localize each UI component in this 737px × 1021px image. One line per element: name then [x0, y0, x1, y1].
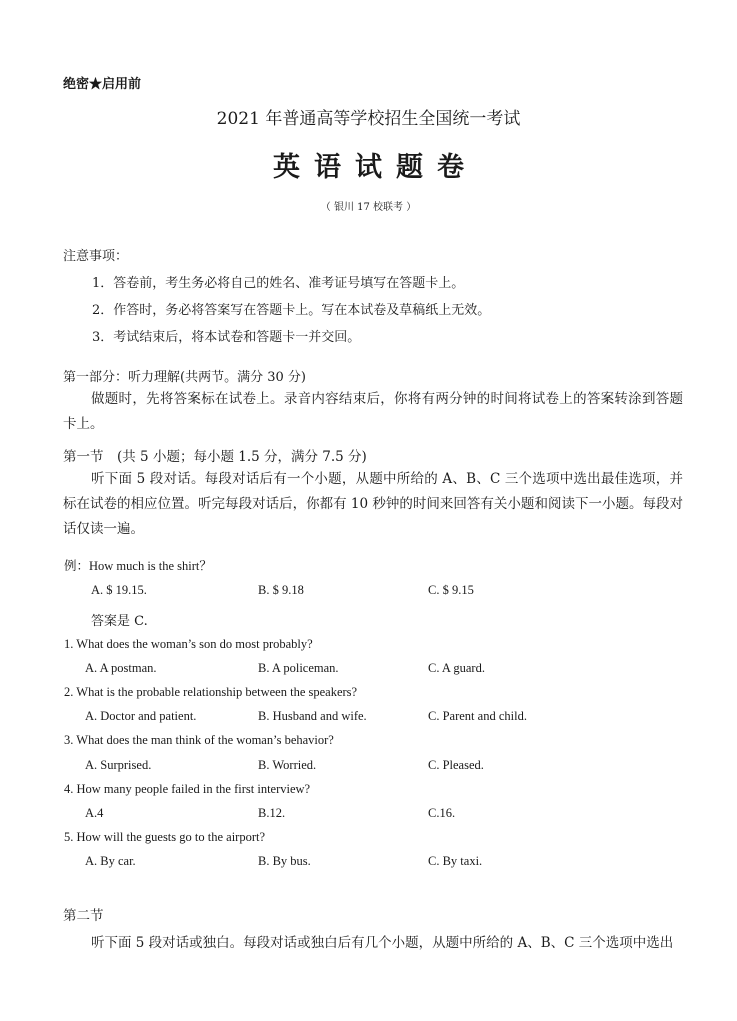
question-5-option-c: C. By taxi. [428, 854, 483, 868]
question-3-option-a: A. Surprised. [85, 758, 152, 772]
example-option-b: B. $ 9.18 [258, 583, 304, 597]
question-2: 2. What is the probable relationship between the speakers? [64, 685, 358, 699]
question-4: 4. How many people failed in the first interview? [64, 782, 311, 796]
section1-instruction: 听下面 5 段对话。每段对话后有一个小题，从题中所给的 A、B、C 三个选项中选出最佳选项，并标在试卷的相应位置。听完每段对话后，你都有 10 秒钟的时间来回答有关小题和阅读下一小题。每段对话仅读一遍。 [63, 471, 683, 537]
exam-title: 2021 年普通高等学校招生全国统一考试 [216, 109, 521, 129]
notice-item: 1．答卷前，考生务必将自己的姓名、准考证号填写在答题卡上。 [92, 276, 465, 291]
question-3-option-b: B. Worried. [258, 758, 317, 772]
question-1-option-b: B. A policeman. [258, 661, 339, 675]
subject-title [0, 145, 737, 184]
question-2-option-a: A. Doctor and patient. [85, 709, 197, 723]
part1-title: 第一部分：听力理解(共两节。满分 30 分) [63, 370, 306, 385]
example-option-a: A. $ 19.15. [91, 583, 147, 597]
question-5: 5. How will the guests go to the airport? [64, 830, 266, 844]
example-answer: 答案是 C. [91, 614, 148, 629]
example-question: 例：How much is the shirt？ [64, 559, 212, 573]
example-option-c: C. $ 9.15 [428, 583, 474, 597]
question-5-option-b: B. By bus. [258, 854, 311, 868]
section2-title: 第二节 [63, 908, 104, 924]
question-2-option-b: B. Husband and wife. [258, 709, 367, 723]
section1-title: 第一节 (共 5 小题；每小题 1.5 分，满分 7.5 分) [63, 449, 367, 465]
notice-title: 注意事项： [63, 249, 129, 264]
question-1: 1. What does the woman’s son do most probably? [64, 637, 313, 651]
question-3: 3. What does the man think of the woman’s behavior? [64, 733, 334, 747]
question-5-option-a: A. By car. [85, 854, 136, 868]
section2-instruction: 听下面 5 段对话或独白。每段对话或独白后有几个小题，从题中所给的 A、B、C 三个选项中选出 [91, 935, 674, 951]
question-1-option-c: C. A guard. [428, 661, 485, 675]
question-4-option-a: A.4 [85, 806, 104, 820]
question-3-option-c: C. Pleased. [428, 758, 484, 772]
notice-item: 2．作答时，务必将答案写在答题卡上。写在本试卷及草稿纸上无效。 [92, 303, 491, 318]
subject-title-text: 英语试题卷 [273, 152, 478, 183]
part1-instruction: 做题时，先将答案标在试卷上。录音内容结束后，你将有两分钟的时间将试卷上的答案转涂到答题卡上。 [63, 391, 683, 432]
notice-item: 3．考试结束后，将本试卷和答题卡一并交回。 [92, 330, 361, 345]
question-2-option-c: C. Parent and child. [428, 709, 527, 723]
union-note: （ 银川 17 校联考 ） [320, 202, 417, 213]
question-1-option-a: A. A postman. [85, 661, 157, 675]
question-4-option-c: C.16. [428, 806, 456, 820]
confidential-label: 绝密★启用前 [63, 77, 142, 92]
question-4-option-b: B.12. [258, 806, 286, 820]
